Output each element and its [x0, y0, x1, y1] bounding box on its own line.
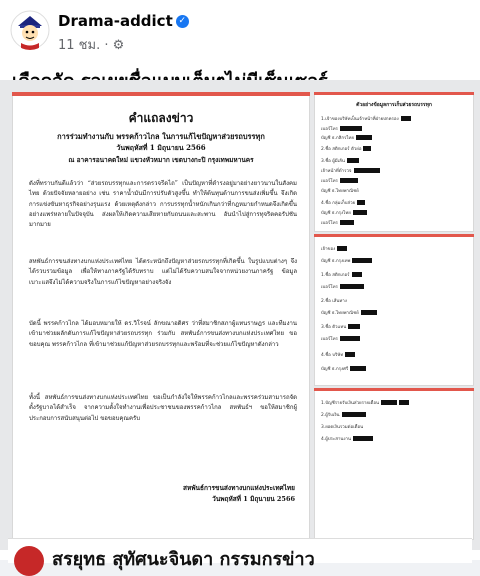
evidence-page-2-top-bar: [314, 234, 474, 237]
evidence-text: 4.ชื่อ บริษัท: [321, 353, 344, 358]
document-venue: ณ อาคารอนาคตใหม่ แขวงหัวหมาก เขตบางกะปิ กรุงเทพมหานคร: [68, 156, 254, 164]
evidence-text: 2.ผู้รับเงิน: [321, 413, 340, 418]
redaction-box: [401, 116, 411, 121]
document-paragraph-4: ทั้งนี้ สหพันธ์การขนส่งทางบกแห่งประเทศไทย ขอเป็นกำลังใจให้พรรคก้าวไกลและพรรคร่วมสามารถจัดตั้งรัฐบาลได้สำเร็จ จากความตั้งใจทำงานเพื่อประชาชนของพรรคก้าวไกล สหพันธ์ฯ ขอให้สมาชิกผู้ประกอบการสนับสนุนต่อไป ขอขอบคุณครับ: [29, 394, 297, 422]
post-time[interactable]: 11 ชม.: [58, 38, 101, 53]
evidence-text: เบอร์โทร: [321, 127, 338, 132]
evidence-text: เจ้าหน้าที่ตำรวจ: [321, 169, 352, 174]
evidence-page-3-top-bar: [314, 388, 474, 391]
evidence-text: 3.ยอดเงินรวมต่อเดือน: [321, 425, 364, 430]
evidence-text: 1.ชื่อ สติกเกอร์: [321, 273, 350, 278]
redaction-box: [342, 412, 366, 417]
evidence-text: บัญชี ธ.ไทยพาณิชย์: [321, 311, 359, 316]
redaction-box: [348, 324, 360, 329]
evidence-line: [321, 423, 363, 430]
document-footer-org: สหพันธ์การขนส่งทางบกแห่งประเทศไทย: [183, 484, 295, 492]
evidence-line: [321, 435, 373, 442]
redaction-box: [350, 366, 366, 371]
evidence-line: [321, 145, 371, 152]
document-footer-date: วันพฤหัสที่ 1 มิถุนายน 2566: [212, 495, 295, 503]
redaction-box: [399, 400, 409, 405]
evidence-line: [321, 399, 409, 406]
redaction-box: [357, 200, 365, 205]
page-avatar[interactable]: [10, 10, 50, 50]
evidence-line: [321, 167, 380, 174]
privacy-gear-icon[interactable]: ⚙: [112, 38, 125, 53]
evidence-page-1: [314, 92, 474, 232]
redaction-box: [340, 284, 364, 289]
document-heading: คำแถลงข่าว: [128, 111, 194, 125]
evidence-text: เบอร์โทร: [321, 221, 338, 226]
redaction-box: [340, 178, 358, 183]
evidence-text: เบอร์โทร: [321, 179, 338, 184]
evidence-line: [321, 365, 366, 372]
redaction-box: [337, 246, 347, 251]
redaction-box: [353, 436, 373, 441]
redaction-box: [352, 272, 362, 277]
author-name[interactable]: [58, 12, 189, 30]
evidence-page-3: [314, 388, 474, 540]
evidence-text: บัญชี ธ.กรุงเทพ: [321, 259, 351, 264]
evidence-line: [321, 157, 359, 164]
post-header: [10, 8, 470, 56]
evidence-line: [321, 271, 362, 278]
document-top-bar: [12, 92, 310, 96]
evidence-title: ตัวอย่างข้อมูลการเก็บส่วยรถบรรทุก: [356, 102, 432, 108]
separator-dot: ·: [104, 38, 113, 53]
evidence-line: [321, 209, 367, 216]
evidence-line: [321, 115, 411, 122]
evidence-text: 3.ชื่อ ผู้มีเส้น: [321, 159, 345, 164]
evidence-line: [321, 351, 355, 358]
document-subheading: การร่วมทำงานกับ พรรคก้าวไกล ในการแก้ไขปัญหาส่วยรถบรรทุก: [57, 132, 265, 141]
redaction-box: [345, 352, 355, 357]
document-paragraph-3: บัดนี้ พรรคก้าวไกล ได้มอบหมายให้ ดร.วิโรจน์ ลักขณาอดิศร ว่าที่สมาชิกสภาผู้แทนราษฎร และทีมงานเข้ามาช่วยผลักดันการแก้ไขปัญหาส่วยรถบรรทุก ร่วมกับ สหพันธ์การขนส่งทางบกแห่งประเทศไทย ขอขอบคุณ พรรคก้าวไกล ที่เข้ามาช่วยแก้ปัญหาส่วยรถบรรทุกและพร้อมที่จะช่วยแก้ไขปัญหาดังกล่าว: [29, 320, 297, 348]
redaction-box: [354, 168, 380, 173]
redaction-box: [340, 336, 360, 341]
evidence-line: [321, 245, 347, 252]
evidence-text: 4.ผู้ประสานงาน: [321, 437, 352, 442]
document-paragraph-1: ดังที่ทราบกันดีแล้วว่า “ส่วยรถบรรทุกและการตรวจรีดไถ” เป็นปัญหาที่ดำรงอยู่มาอย่างยาวนานในสังคมไทย ด้วยปัจจัยหลายอย่าง เช่น ราคาน้ำมันมีการปรับตัวสูงขึ้น ทำให้ต้นทุนด้านการขนส่งเพิ่มขึ้น จึงเกิดการแข่งขันหาธุรกิจอย่างรุนแรง ด้วยเหตุดังกล่าว การบรรทุกน้ำหนักเกินกว่าที่กฎหมายกำหนดจึงเกิดขึ้นอย่างแพร่หลายในปัจจุบัน ส่งผลให้เกิดความเสียหายกับถนนและสะพาน อันนำไปสู่การทุจริตคอรัปชันมากมาย: [29, 180, 297, 229]
evidence-line: [321, 283, 364, 290]
evidence-line: [321, 134, 372, 141]
evidence-text: บัญชี ธ.กสิกรไทย: [321, 136, 355, 141]
author-name-text[interactable]: Drama-addict: [58, 12, 173, 30]
document-date: วันพฤหัสที่ 1 มิถุนายน 2566: [116, 143, 206, 152]
evidence-text: 1.บัญชีรายรับเงินส่วยรายเดือน: [321, 401, 379, 406]
redaction-box: [340, 220, 354, 225]
evidence-line: [321, 297, 347, 304]
evidence-text: บัญชี ธ.ไทยพาณิชย์: [321, 189, 359, 194]
evidence-line: [321, 177, 358, 184]
redaction-box: [363, 146, 371, 151]
evidence-line: [321, 187, 359, 194]
evidence-line: [321, 219, 354, 226]
evidence-page-1-top-bar: [314, 92, 474, 95]
post-meta: [58, 34, 124, 55]
next-post-avatar[interactable]: [14, 546, 44, 576]
evidence-line: [321, 257, 372, 264]
evidence-text: 1.เจ้าของบริษัทเป็นเจ้าหน้าที่ฝ่ายปกครอง: [321, 117, 399, 122]
evidence-text: 2.ชื่อ เส้นทาง: [321, 299, 347, 304]
evidence-text: 3.ชื่อ ตัวแทน: [321, 325, 347, 330]
evidence-text: 4.ชื่อ กลุ่มเก็บส่วย: [321, 201, 356, 206]
evidence-text: บัญชี ธ.กรุงศรี: [321, 367, 349, 372]
evidence-page-2: [314, 234, 474, 386]
press-release-document: [12, 92, 310, 542]
redaction-box: [353, 210, 367, 215]
redaction-box: [361, 310, 377, 315]
evidence-line: [321, 125, 362, 132]
evidence-line: [321, 411, 366, 418]
next-post-author[interactable]: สรยุทธ สุทัศนะจินดา กรรมกรข่าว: [52, 549, 315, 570]
redaction-box: [356, 135, 372, 140]
evidence-line: [321, 335, 360, 342]
evidence-text: บัญชี ธ.กรุงไทย: [321, 211, 351, 216]
evidence-line: [321, 309, 377, 316]
evidence-text: เบอร์โทร: [321, 337, 338, 342]
document-paragraph-2: สหพันธ์การขนส่งทางบกแห่งประเทศไทย ได้ตระหนักถึงปัญหาส่วยรถบรรทุกที่เกิดขึ้น ในรูปแบบต่างๆ จึงได้รวบรวมข้อมูล เพื่อให้ทางภาครัฐได้รับทราบ แต่ไม่ได้รับความสนใจจากหน่วยงานภาครัฐ ข้อมูลเบาะแสจึงไม่ได้ความจริงในการแก้ไขปัญหาอย่างจริงจัง: [29, 258, 297, 286]
evidence-line: [321, 323, 360, 330]
redaction-box: [381, 400, 397, 405]
evidence-line: [321, 199, 365, 206]
redaction-box: [340, 126, 362, 131]
cartoon-mascot-icon: [10, 10, 50, 50]
verified-badge-icon: ✓: [176, 15, 189, 28]
evidence-text: เบอร์โทร: [321, 285, 338, 290]
evidence-text: 2.ชื่อ สติกเกอร์ ตัวย่อ: [321, 147, 362, 152]
redaction-box: [352, 258, 372, 263]
redaction-box: [347, 158, 359, 163]
evidence-text: เจ้าของ: [321, 247, 336, 252]
